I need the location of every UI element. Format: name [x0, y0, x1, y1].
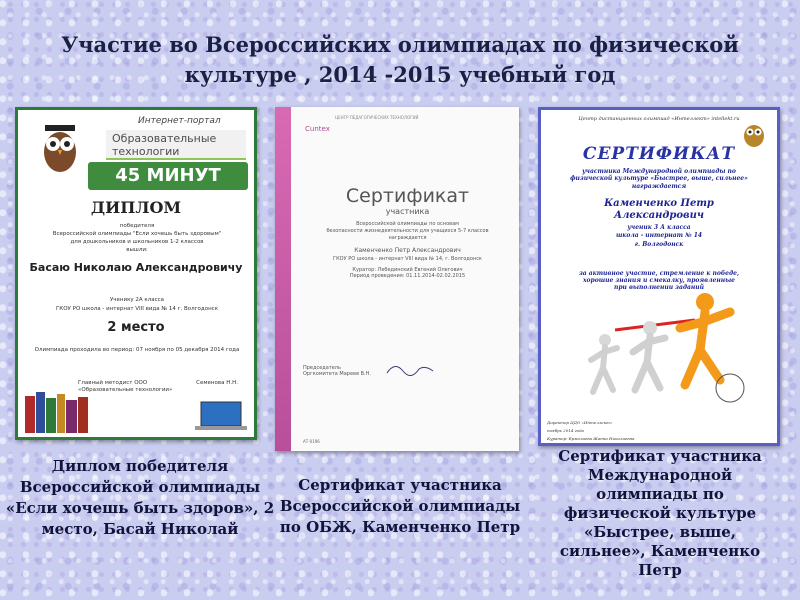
- cert2-foot: АТ-0196: [303, 439, 320, 444]
- cert2-line3: награждается: [388, 235, 427, 241]
- cert2-sign2: Оргкомитета Мареев В.Н.: [303, 371, 372, 377]
- cert3-name2: Александрович: [613, 210, 705, 221]
- cert3-class: ученик 3 А класса: [627, 224, 691, 231]
- caption-diploma: Диплом победителя Всероссийской олимпиады «Если хочешь быть здоров», 2 место, Басай Николай: [5, 457, 275, 538]
- cert3-foot3: Куратор: Ермолаева Жанна Николаевна: [547, 436, 635, 441]
- owl-icon: [40, 122, 80, 174]
- runners-icon: [555, 290, 755, 410]
- cert2-curator: Куратор: Лебединский Евгений Олегович: [352, 267, 463, 273]
- cert2-line1: Всероссийской олимпиады по основам: [356, 221, 459, 227]
- certificate-sport-image: [538, 107, 780, 446]
- decor-stripe: [275, 107, 291, 451]
- diploma-line2: Всероссийской олимпиады "Если хочешь быть здоровым": [52, 231, 222, 237]
- diploma-sig1: Главный методист ООО «Образовательные технологии»: [78, 380, 173, 393]
- cert3-school: школа - интернат № 14: [615, 232, 703, 239]
- diploma-place: 2 место: [107, 320, 165, 335]
- cert2-sign1: Председатель: [303, 365, 341, 371]
- diploma-header: ДИПЛОМ: [90, 198, 182, 217]
- diploma-sig2: Семенова Н.Н.: [196, 380, 238, 386]
- diploma-dates: Олимпиада проходила во период: 07 ноября по 05 декабря 2014 года: [34, 347, 240, 353]
- cert2-logo: Cuntex: [305, 125, 330, 133]
- diploma-line4: вышли:: [126, 247, 148, 253]
- cert3-foot2: ноябрь 2014 года: [547, 428, 584, 433]
- laptop-icon: [193, 400, 248, 432]
- cert3-title: СЕРТИФИКАТ: [582, 144, 736, 164]
- diploma-name: Басаю Николаю Александровичу: [29, 261, 243, 274]
- diploma-line1: победителя: [119, 223, 155, 229]
- cert3-head: Центр дистанционных олимпиад «Интеллект» intellekt.ru: [578, 116, 740, 122]
- cert3-praise1: за активное участие, стремление к победе,: [578, 270, 740, 277]
- cert2-name: Каменченко Петр Александрович: [354, 247, 461, 254]
- band-label: 45 МИНУТ: [88, 162, 248, 190]
- cert3-praise2: хорошие знания и смекалку, проявленные: [582, 277, 736, 284]
- diploma-image: [15, 107, 257, 440]
- cert2-period: Период проведения: 01.11.2014-02.02.2015: [349, 273, 466, 279]
- caption-obzh: Сертификат участника Всероссийской олимпиады по ОБЖ, Каменченко Петр: [279, 476, 521, 536]
- books-icon: [23, 388, 93, 433]
- signature-icon: [385, 359, 435, 379]
- cert2-title: Сертификат: [345, 185, 470, 207]
- cert2-subtitle: участника: [385, 207, 430, 216]
- diploma-school: ГКОУ РО школа - интернат VIII вида № 14 г. Волгодонск: [55, 306, 219, 312]
- certificate-obzh-image: [275, 107, 519, 451]
- cert3-line1: участника Международной олимпиады по: [582, 168, 736, 175]
- diploma-line3: для дошкольников и школьников 1-2 классов: [70, 239, 204, 245]
- cert3-line2: физической культуре «Быстрее, выше, сильнее»: [570, 175, 748, 182]
- edu-label: Образовательные технологии: [106, 130, 246, 160]
- page-title: Участие во Всероссийских олимпиадах по физической культуре , 2014 -2015 учебный год: [61, 32, 739, 87]
- cert3-praise3: при выполнении заданий: [613, 284, 705, 291]
- cert2-org: ЦЕНТР ПЕДАГОГИЧЕСКИХ ТЕХНОЛОГИЙ: [335, 115, 419, 120]
- cert2-school: ГКОУ РО школа - интернат VIII вида № 14, г. Волгодонск: [333, 256, 482, 262]
- cert3-foot1: Директор ЦДО «Интеллект»: [547, 420, 613, 425]
- caption-sport: Сертификат участника Международной олимпиады по физической культуре «Быстрее, выше, сильнее», Каменченко Петр: [558, 447, 762, 579]
- portal-label: Интернет-портал: [138, 116, 221, 126]
- cert3-name1: Каменченко Петр: [604, 198, 714, 209]
- cert2-line2: безопасности жизнедеятельности для учащихся 5-7 классов: [326, 228, 489, 234]
- cert3-city: г. Волгодонск: [634, 241, 684, 248]
- diploma-class: Ученику 2А класса: [109, 297, 165, 303]
- cert3-line3: награждается: [631, 183, 687, 190]
